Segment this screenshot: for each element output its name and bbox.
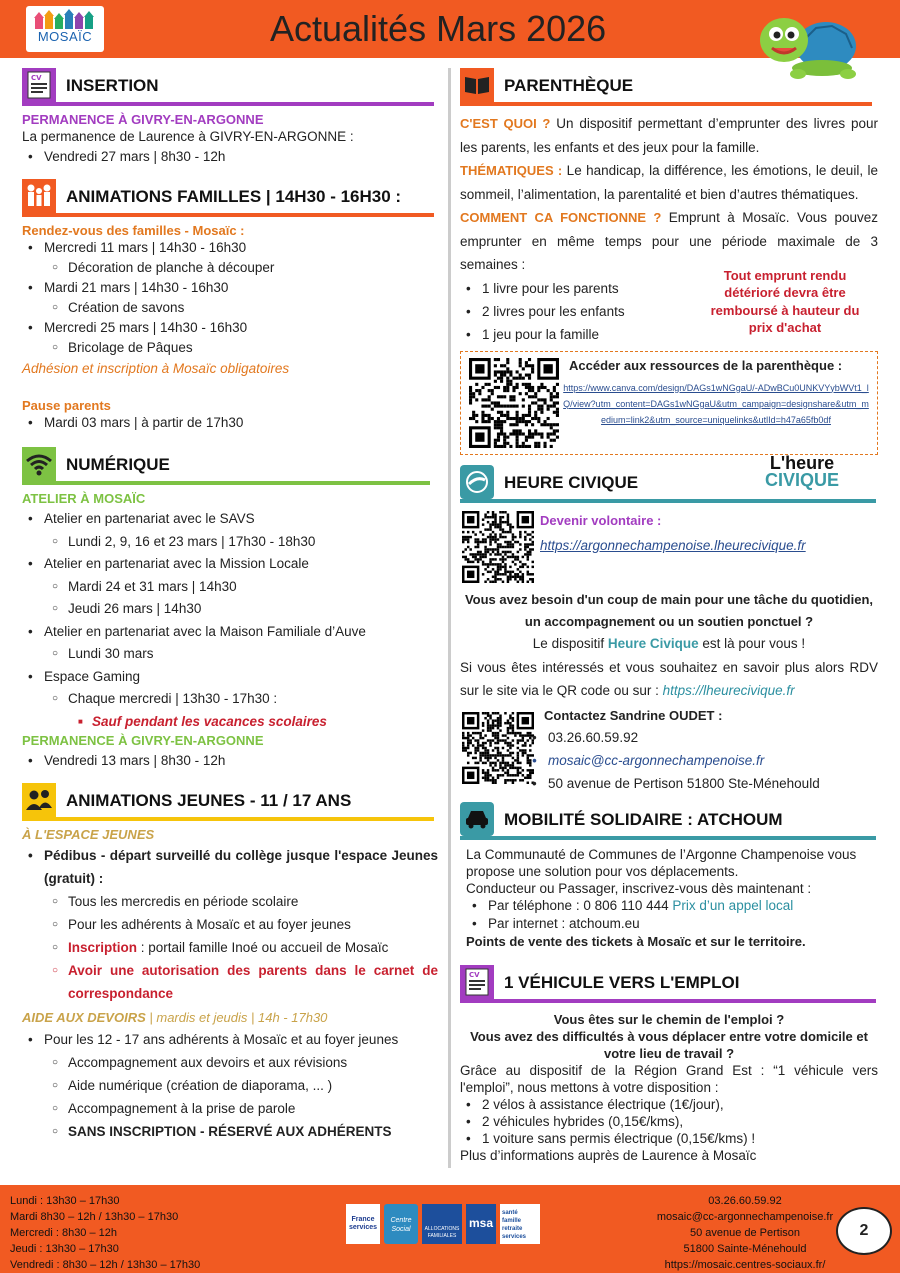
group-icon xyxy=(22,783,56,817)
parentheque-q2 xyxy=(460,159,878,206)
insertion-header xyxy=(22,68,438,106)
list-subitem xyxy=(68,936,438,959)
list-item xyxy=(44,278,438,318)
logo-line2: CIVIQUE xyxy=(765,469,840,490)
civique-title: HEURE CIVIQUE xyxy=(504,472,639,492)
q3-label: COMMENT CA FONCTIONNE ? xyxy=(460,210,662,225)
parentheque-warning: Tout emprunt rendu détérioré devra être remboursé à hauteur du prix d'achat xyxy=(710,267,860,335)
pause-label: Pause parents xyxy=(22,398,111,413)
item-note: Prix d’un appel local xyxy=(672,897,794,913)
houses-icon xyxy=(33,9,97,31)
civique-devenir: Devenir volontaire : xyxy=(540,512,662,528)
vehicule-q2: Vous avez des difficultés à vous déplacer entre votre domicile et votre lieu de travail ? xyxy=(470,1028,868,1061)
insertion-bar xyxy=(22,102,434,106)
dispo-name: Heure Civique xyxy=(607,635,699,651)
numerique-label2: PERMANENCE À GIVRY-EN-ARGONNE xyxy=(22,733,264,748)
mobilite-text1: La Communauté de Communes de l’Argonne Champenoise vous propose une solution pour vos déplacements. xyxy=(466,846,857,879)
hands-icon xyxy=(460,465,494,499)
list-subitem: ○ Pour les adhérents à Mosaïc et au foyer jeunes xyxy=(68,913,438,936)
civique-contact-block xyxy=(460,706,878,794)
list-item: • 1 jeu pour la famille xyxy=(482,323,625,346)
logo-text: MOSAÏC xyxy=(37,29,93,44)
footer-phone: 03.26.60.59.92 xyxy=(708,1195,782,1207)
q1-label: C'EST QUOI ? xyxy=(460,116,551,131)
list-item: • 2 véhicules hybrides (0,15€/kms), xyxy=(482,1113,878,1130)
right-column xyxy=(460,68,878,1164)
mobilite-points: Points de vente des tickets à Mosaïc et sur le territoire. xyxy=(466,933,806,949)
contact-list xyxy=(526,726,820,795)
contact-title: Contactez Sandrine OUDET : xyxy=(544,707,723,723)
item-text: Pour les 12 - 17 ans adhérents à Mosaïc et au foyer jeunes xyxy=(44,1032,399,1047)
item-text: Mercredi 25 mars | 14h30 - 16h30 xyxy=(44,320,248,335)
civique-question: Vous avez besoin d'un coup de main pour une tâche du quotidien, un accompagnement ou un soutien ponctuel ? xyxy=(464,591,874,629)
list-item xyxy=(44,553,438,621)
vehicule-bar xyxy=(460,999,876,1003)
msa-logo: msa xyxy=(466,1204,496,1244)
list-item xyxy=(44,508,438,553)
heure-civique-logo xyxy=(765,452,840,490)
list-subitem: ○ Bricolage de Pâques xyxy=(68,338,438,358)
list-item: • Vendredi 13 mars | 8h30 - 12h xyxy=(44,751,438,771)
civique-bar xyxy=(460,499,876,503)
insertion-list xyxy=(22,147,438,167)
list-subitem: ○ Avoir une autorisation des parents dans le carnet de correspondance xyxy=(68,959,438,1005)
civique-header xyxy=(460,452,878,503)
hours-line: Jeudi : 13h30 – 17h30 xyxy=(10,1243,119,1255)
list-item: • Par internet : atchoum.eu xyxy=(488,915,878,933)
dispo-post: est là pour vous ! xyxy=(698,635,806,651)
info-link[interactable]: https://lheurecivique.fr xyxy=(662,682,795,698)
item-text: Mercredi 11 mars | 14h30 - 16h30 xyxy=(44,240,247,255)
contact-email[interactable]: • mosaic@cc-argonnechampenoise.fr xyxy=(548,749,820,772)
mobilite-list xyxy=(466,897,878,933)
opening-hours xyxy=(10,1193,200,1273)
column-divider xyxy=(448,68,451,1168)
aide-label: AIDE AUX DEVOIRS xyxy=(22,1010,146,1025)
parentheque-q1 xyxy=(460,112,878,159)
page-title: Actualités Mars 2026 xyxy=(270,8,607,49)
aide-when: | mardis et jeudis | 14h - 17h30 xyxy=(145,1010,328,1025)
list-subitem: ○ Accompagnement aux devoirs et aux révisions xyxy=(68,1051,438,1074)
item-text: Chaque mercredi | 13h30 - 17h30 : xyxy=(68,691,278,706)
jeunes-title: ANIMATIONS JEUNES - 11 / 17 ANS xyxy=(66,791,352,810)
page-number: 2 xyxy=(836,1207,892,1255)
jeunes-label: À L'ESPACE JEUNES xyxy=(22,827,155,842)
list-item xyxy=(44,318,438,358)
numerique-label: ATELIER À MOSAÏC xyxy=(22,491,146,506)
parentheque-title: PARENTHÈQUE xyxy=(504,76,634,95)
numerique-bar xyxy=(22,481,430,485)
resources-link[interactable]: https://www.canva.com/design/DAGs1wNGgaU/-ADwBCu0UNKVYybWVt1_lQ/view?utm_content=DAGs1wNGgaU&utm_campaign=designshare&utm_medium=link2&utm_source=uniquelinks&utlId=h47a65fb0df xyxy=(563,382,869,425)
numerique-perm-list xyxy=(22,751,438,771)
info-pre: Si vous êtes intéressés et vous souhaitez en savoir plus alors RDV sur le site via le QR code ou sur : xyxy=(460,659,878,698)
q2-label: THÉMATIQUES : xyxy=(460,163,563,178)
list-subitem: ○ Création de savons xyxy=(68,298,438,318)
hours-line: Mercredi : 8h30 – 12h xyxy=(10,1227,118,1239)
list-subitem: ○ Mardi 24 et 31 mars | 14h30 xyxy=(68,576,438,599)
page-footer xyxy=(0,1185,900,1273)
list-item: • 1 voiture sans permis électrique (0,15€/kms) ! xyxy=(482,1130,878,1147)
partner-logos xyxy=(346,1203,540,1245)
footer-city: 51800 Sainte-Ménehould xyxy=(683,1243,807,1255)
svg-text:CV: CV xyxy=(469,970,480,979)
familles-bar xyxy=(22,213,434,217)
resources-title: Accéder aux ressources de la parenthèque : xyxy=(569,357,843,373)
caf-logo: ALLOCATIONS FAMILIALES xyxy=(422,1204,462,1244)
mobilite-title: MOBILITÉ SOLIDAIRE : ATCHOUM xyxy=(504,809,783,829)
insertion-label: PERMANENCE À GIVRY-EN-ARGONNE xyxy=(22,112,264,127)
item-text: Pédibus - départ surveillé du collège jusque l'espace Jeunes (gratuit) : xyxy=(44,848,438,886)
left-column xyxy=(22,68,438,1143)
pause-list xyxy=(22,413,438,433)
q2-text: Le handicap, la différence, les émotions, le deuil, le sommeil, l’alimentation, la parentalité et bien d’autres thématiques. xyxy=(460,163,878,202)
item-text: Par téléphone : 0 806 110 444 xyxy=(488,897,673,913)
vehicule-title: 1 VÉHICULE VERS L'EMPLOI xyxy=(504,972,740,992)
familles-list xyxy=(22,238,438,358)
mobilite-bar xyxy=(460,836,876,840)
list-subitem: ○ Tous les mercredis en période scolaire xyxy=(68,890,438,913)
vehicule-q1: Vous êtes sur le chemin de l'emploi ? xyxy=(553,1011,785,1027)
contact-address: • 50 avenue de Pertison 51800 Ste-Ménehould xyxy=(548,772,820,795)
list-item: • 2 vélos à assistance électrique (1€/jour), xyxy=(482,1096,878,1113)
numerique-header xyxy=(22,447,438,485)
list-item: • 2 livres pour les enfants xyxy=(482,300,625,323)
parentheque-items-block xyxy=(460,267,878,347)
footer-address: 50 avenue de Pertison xyxy=(689,1227,801,1239)
civique-volunteer-block xyxy=(460,509,878,589)
item-text: Atelier en partenariat avec le SAVS xyxy=(44,511,255,526)
list-item xyxy=(44,666,438,734)
parentheque-bar xyxy=(460,102,872,106)
wifi-icon xyxy=(22,447,56,481)
footer-email[interactable]: mosaic@cc-argonnechampenoise.fr xyxy=(656,1211,834,1223)
cv-icon xyxy=(460,965,494,999)
list-item xyxy=(44,844,438,1005)
list-item: • 1 livre pour les parents xyxy=(482,277,625,300)
aide-list xyxy=(22,1028,438,1143)
numerique-title: NUMÉRIQUE xyxy=(66,455,170,474)
mobilite-header xyxy=(460,802,878,840)
footer-website[interactable]: https://mosaic.centres-sociaux.fr/ xyxy=(664,1259,826,1271)
familles-header xyxy=(22,179,438,217)
insertion-title: INSERTION xyxy=(66,76,159,95)
list-item: • Mardi 03 mars | à partir de 17h30 xyxy=(44,413,438,433)
familles-title: ANIMATIONS FAMILLES | 14H30 - 16H30 : xyxy=(66,187,402,206)
civique-info xyxy=(460,656,878,702)
item-text: Atelier en partenariat avec la Maison Familiale d’Auve xyxy=(44,623,366,639)
jeunes-list xyxy=(22,844,438,1005)
list-subitem: ○ Aide numérique (création de diaporama, ... ) xyxy=(68,1074,438,1097)
page-header xyxy=(0,0,900,58)
resources-box xyxy=(460,351,878,455)
parentheque-list xyxy=(460,277,625,346)
hours-line: Vendredi : 8h30 – 12h / 13h30 – 17h30 xyxy=(10,1259,201,1271)
list-item xyxy=(44,621,438,666)
numerique-list xyxy=(22,508,438,733)
insertion-text: La permanence de Laurence à GIVRY-EN-ARGONNE : xyxy=(22,129,354,144)
list-subitem: ○ Accompagnement à la prise de parole xyxy=(68,1097,438,1120)
item-text: Mardi 21 mars | 14h30 - 16h30 xyxy=(44,280,229,295)
contact-phone: • 03.26.60.59.92 xyxy=(548,726,820,749)
list-item xyxy=(44,238,438,278)
list-subitem: ○ Lundi 30 mars xyxy=(68,643,438,666)
vehicule-more: Plus d’informations auprès de Laurence à Mosaïc xyxy=(460,1147,757,1163)
hours-line: Lundi : 13h30 – 17h30 xyxy=(10,1195,120,1207)
item-label: Inscription xyxy=(68,940,138,955)
jeunes-bar xyxy=(22,817,434,821)
item-text: : portail famille Inoé ou accueil de Mosaïc xyxy=(137,940,389,955)
vehicule-list xyxy=(460,1096,878,1147)
item-text: Atelier en partenariat avec la Mission Locale xyxy=(44,556,309,571)
qr-code-icon[interactable] xyxy=(469,358,559,448)
list-subitem: ○ SANS INSCRIPTION - RÉSERVÉ AUX ADHÉRENTS xyxy=(68,1120,438,1143)
item-text: Espace Gaming xyxy=(44,668,141,684)
civique-link[interactable]: https://argonnechampenoise.lheurecivique.fr xyxy=(540,537,806,553)
list-subitem: ■ Sauf pendant les vacances scolaires xyxy=(92,711,438,734)
qr-code-icon[interactable] xyxy=(462,511,534,583)
dispo-pre: Le dispositif xyxy=(532,635,608,651)
aide-line xyxy=(22,1007,438,1028)
familles-note: Adhésion et inscription à Mosaïc obligatoires xyxy=(22,361,290,376)
civique-dispositif xyxy=(460,633,878,654)
list-item xyxy=(488,897,878,915)
list-subitem xyxy=(68,688,438,733)
list-item: • Vendredi 27 mars | 8h30 - 12h xyxy=(44,147,438,167)
svg-text:CV: CV xyxy=(31,74,42,82)
family-icon xyxy=(22,179,56,213)
jeunes-header xyxy=(22,783,438,821)
vehicule-text: Grâce au dispositif de la Région Grand Est : “1 véhicule vers l'emploi”, nous mettons à votre disposition : xyxy=(460,1062,878,1095)
familles-label: Rendez-vous des familles - Mosaïc : xyxy=(22,223,245,238)
list-subitem: ○ Décoration de planche à découper xyxy=(68,258,438,278)
list-subitem: ○ Jeudi 26 mars | 14h30 xyxy=(68,598,438,621)
list-subitem: ○ Lundi 2, 9, 16 et 23 mars | 17h30 - 18h30 xyxy=(68,531,438,554)
car-icon xyxy=(460,802,494,836)
cv-icon xyxy=(22,68,56,102)
parentheque-header xyxy=(460,68,878,106)
centre-social-logo: Centre Social xyxy=(384,1204,418,1244)
vehicule-header xyxy=(460,965,878,1003)
logo-line1: L'heure xyxy=(769,452,835,473)
list-item xyxy=(44,1028,438,1143)
book-icon xyxy=(460,68,494,102)
mobilite-text2: Conducteur ou Passager, inscrivez-vous dès maintenant : xyxy=(466,880,812,896)
hours-line: Mardi 8h30 – 12h / 13h30 – 17h30 xyxy=(10,1211,179,1223)
q3-text: Emprunt à Mosaïc. Vous pouvez emprunter en même temps pour une période maximale de 3 semaines : xyxy=(460,210,879,272)
qr-code-icon[interactable] xyxy=(462,712,534,784)
mosaic-logo xyxy=(26,6,104,52)
france-services-logo: France services xyxy=(346,1204,380,1244)
q1-text: Un dispositif permettant d’emprunter des livres pour les parents, les enfants et des jeux pour la famille. xyxy=(460,116,878,155)
msa-logo-text: santé famille retraite services xyxy=(500,1204,540,1244)
